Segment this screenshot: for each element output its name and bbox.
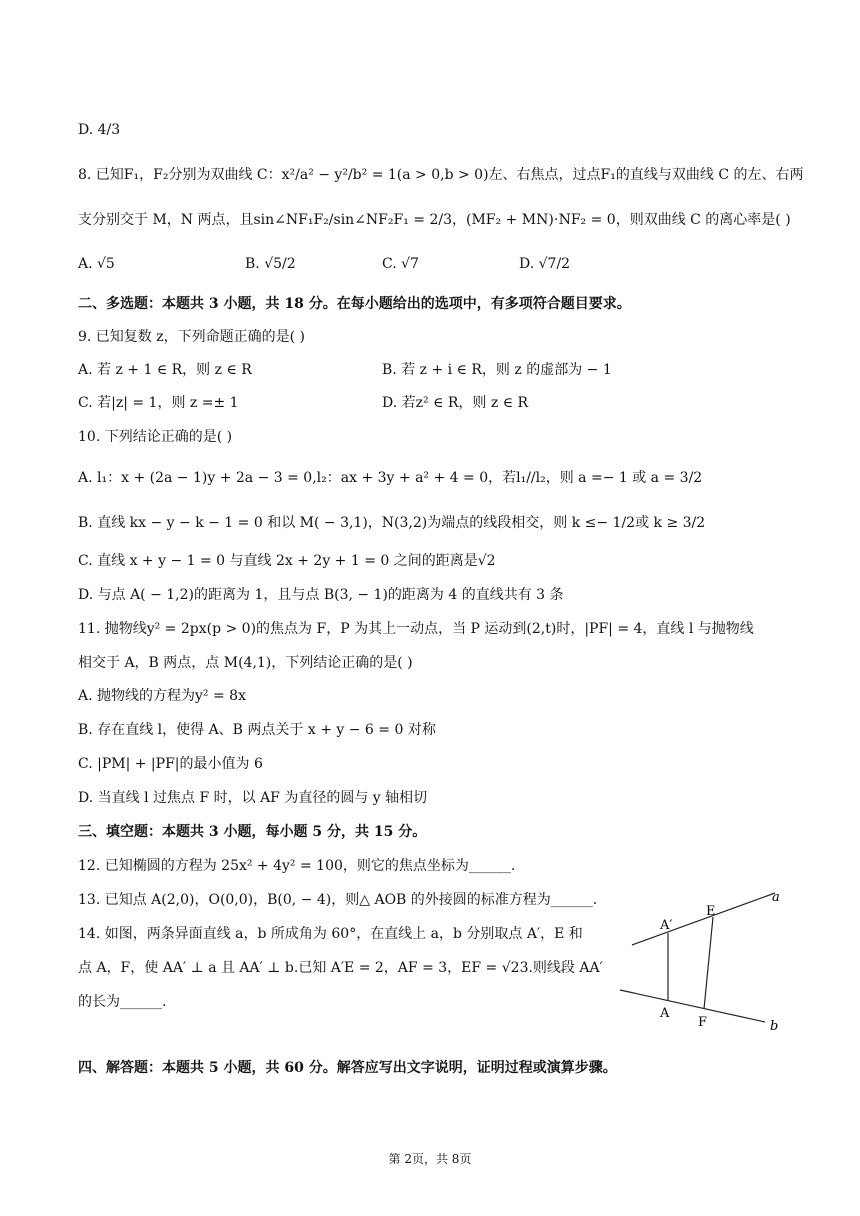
section-3-heading xyxy=(78,822,426,842)
label-A-prime: A′ xyxy=(660,918,673,933)
q8-text-1: 8. 已知F₁，F₂分别为双曲线 C：x²/a² − y²/b² = 1(a > 0,b > 0)左、右焦点，过点F₁的直线与双曲线 C 的左、右两 xyxy=(78,167,804,183)
q8-option-a-text: A. √5 xyxy=(78,256,115,272)
q11-option-b xyxy=(78,720,436,740)
q10-option-c-text: C. 直线 x + y − 1 = 0 与直线 2x + 2y + 1 = 0 之间的距离是√2 xyxy=(78,553,496,569)
q9-option-a xyxy=(78,360,252,380)
q11-option-a xyxy=(78,686,246,706)
page-number: 第 2页，共 8页 xyxy=(388,1152,472,1166)
q11-option-c xyxy=(78,754,263,774)
q11-option-a-text: A. 抛物线的方程为y² = 8x xyxy=(78,688,246,704)
section-4-text: 四、解答题：本题共 5 小题，共 60 分。解答应写出文字说明，证明过程或演算步骤。 xyxy=(78,1060,617,1076)
q14-text-2: 点 A，F，使 AA′ ⊥ a 且 AA′ ⊥ b.已知 A′E = 2，AF = 3，EF = √23.则线段 AA′ xyxy=(78,960,603,976)
q13-stem xyxy=(78,890,597,910)
label-E: E xyxy=(706,904,716,919)
q8-option-c-text: C. √7 xyxy=(382,256,419,272)
q10-text: 10. 下列结论正确的是( ) xyxy=(78,429,233,445)
q14-text-3: 的长为______. xyxy=(78,994,167,1010)
q11-line-1 xyxy=(78,619,754,639)
q8-option-a xyxy=(78,254,115,274)
q11-line-2 xyxy=(78,653,413,673)
q9-option-b xyxy=(382,360,612,380)
page-footer xyxy=(0,1150,860,1167)
q9-text: 9. 已知复数 z，下列命题正确的是( ) xyxy=(78,329,306,345)
q9-option-a-text: A. 若 z + 1 ∈ R，则 z ∈ R xyxy=(78,362,252,378)
q10-stem xyxy=(78,427,232,447)
label-a: a xyxy=(772,890,780,905)
q8-text-2: 支分别交于 M，N 两点，且sin∠NF₁F₂/sin∠NF₂F₁ = 2/3，(MF₂ + MN)⋅NF₂ = 0，则双曲线 C 的离心率是( ) xyxy=(78,212,791,228)
q14-line-1 xyxy=(78,924,583,944)
section-2-text: 二、多选题：本题共 3 小题，共 18 分。在每小题给出的选项中，有多项符合题目要求。 xyxy=(78,296,631,312)
q8-option-b xyxy=(245,254,296,274)
q10-option-d-text: D. 与点 A( − 1,2)的距离为 1，且与点 B(3, − 1)的距离为 4 的直线共有 3 条 xyxy=(78,587,564,603)
q8-line-1 xyxy=(78,165,803,185)
q8-option-c xyxy=(382,254,419,274)
q11-option-c-text: C. |PM| + |PF|的最小值为 6 xyxy=(78,756,263,772)
q11-text-2: 相交于 A，B 两点，点 M(4,1)，下列结论正确的是( ) xyxy=(78,655,413,671)
q9-option-b-text: B. 若 z + i ∈ R，则 z 的虚部为 − 1 xyxy=(382,362,612,378)
q9-stem xyxy=(78,327,305,347)
label-A: A xyxy=(660,1006,670,1021)
q8-option-b-text: B. √5/2 xyxy=(245,256,296,272)
q9-option-d xyxy=(382,393,528,413)
q11-text-1: 11. 抛物线y² = 2px(p > 0)的焦点为 F，P 为其上一动点，当 P 运动到(2,t)时，|PF| = 4，直线 l 与抛物线 xyxy=(78,621,754,637)
q9-option-c-text: C. 若|z| = 1，则 z =± 1 xyxy=(78,395,239,411)
section-4-heading xyxy=(78,1058,617,1078)
q10-option-d xyxy=(78,585,564,605)
q14-skew-lines-figure xyxy=(610,885,790,1035)
q10-option-a-text: A. l₁：x + (2a − 1)y + 2a − 3 = 0,l₂：ax + 3y + a² + 4 = 0，若l₁//l₂，则 a =− 1 或 a = 3/2 xyxy=(78,470,703,486)
q12-text: 12. 已知椭圆的方程为 25x² + 4y² = 100，则它的焦点坐标为______. xyxy=(78,858,516,874)
q11-option-d-text: D. 当直线 l 过焦点 F 时，以 AF 为直径的圆与 y 轴相切 xyxy=(78,790,428,806)
q8-option-d-text: D. √7/2 xyxy=(519,256,571,272)
section-3-text: 三、填空题：本题共 3 小题，每小题 5 分，共 15 分。 xyxy=(78,824,427,840)
label-F: F xyxy=(698,1015,708,1030)
q10-option-b-text: B. 直线 kx − y − k − 1 = 0 和以 M( − 3,1)，N(3,2)为端点的线段相交，则 k ≤− 1/2或 k ≥ 3/2 xyxy=(78,515,706,531)
q8-line-2 xyxy=(78,210,791,230)
q10-option-a xyxy=(78,468,702,488)
q14-line-2 xyxy=(78,958,603,978)
q11-option-b-text: B. 存在直线 l，使得 A、B 两点关于 x + y − 6 = 0 对称 xyxy=(78,722,436,738)
q9-option-d-text: D. 若z² ∈ R，则 z ∈ R xyxy=(382,395,529,411)
label-b: b xyxy=(770,1019,779,1034)
q10-option-c xyxy=(78,551,496,571)
segment-EF xyxy=(704,917,713,1009)
q7-option-d xyxy=(78,120,120,140)
section-2-heading xyxy=(78,294,631,314)
q10-option-b xyxy=(78,513,705,533)
q9-option-c xyxy=(78,393,239,413)
q12-stem xyxy=(78,856,515,876)
q8-option-d xyxy=(519,254,570,274)
q13-text: 13. 已知点 A(2,0)，O(0,0)，B(0, − 4)，则△ AOB 的外接圆的标准方程为______. xyxy=(78,892,598,908)
q7-option-d-text: D. 4/3 xyxy=(78,122,121,138)
line-b xyxy=(620,990,765,1022)
q14-line-3 xyxy=(78,992,166,1012)
line-a xyxy=(632,893,775,945)
q14-text-1: 14. 如图，两条异面直线 a，b 所成角为 60°，在直线上 a，b 分别取点 A′，E 和 xyxy=(78,926,583,942)
q11-option-d xyxy=(78,788,427,808)
